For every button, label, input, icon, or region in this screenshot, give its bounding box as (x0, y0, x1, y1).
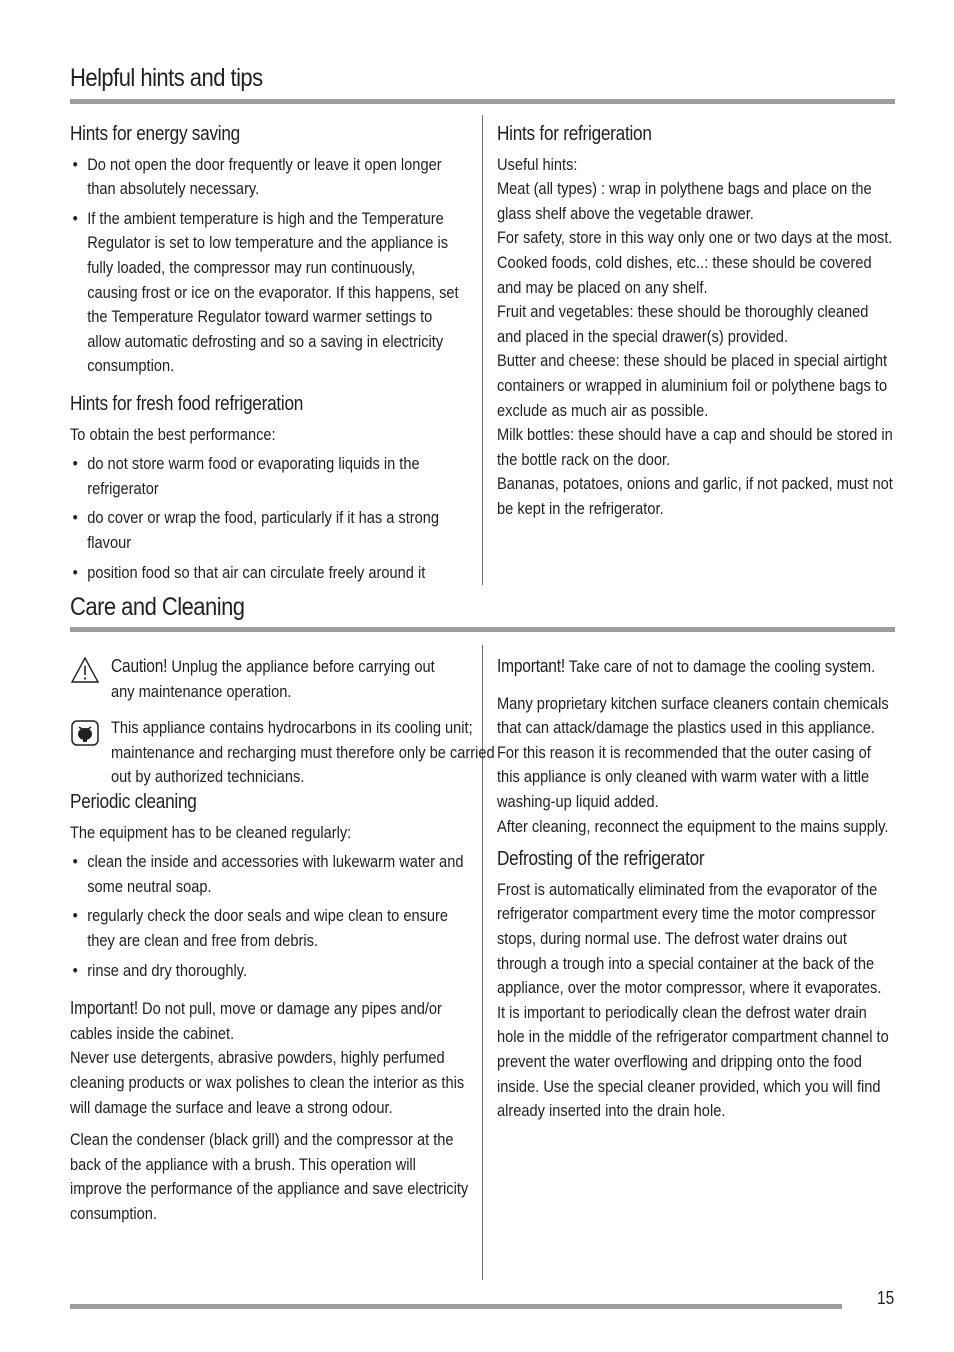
section-title-hints: Helpful hints and tips (70, 64, 263, 92)
condenser-text: Clean the condenser (black grill) and the compressor at the back of the appliance with a brush. This operation will improve the performance of the appliance and save electricity consumption. (70, 1130, 469, 1223)
energy-saving-list (70, 153, 469, 379)
hydrocarbons-text: This appliance contains hydrocarbons in its cooling unit; maintenance and recharging must therefore only be carried out by authorized technicians. (111, 718, 495, 787)
refrigeration-line: Fruit and vegetables: these should be thoroughly cleaned and placed in the special drawer(s) provided. (497, 302, 869, 346)
periodic-intro: The equipment has to be cleaned regularly: (70, 822, 352, 842)
hydrocarbons-note (70, 716, 495, 790)
important-text: Take care of not to damage the cooling system. (564, 657, 876, 676)
list-item: • Do not open the door frequently or leave it open longer than absolutely necessary. (70, 153, 469, 202)
refrigeration-column (497, 122, 895, 522)
periodic-list (70, 850, 469, 983)
fresh-food-list (70, 452, 469, 585)
refrigeration-line: Cooked foods, cold dishes, etc..: these should be covered and may be placed on any shelf. (497, 252, 872, 297)
important-label: Important! (70, 998, 138, 1019)
footer-rule (70, 1304, 842, 1309)
list-item: • do not store warm food or evaporating liquids in the refrigerator (70, 452, 469, 501)
refrigeration-line: For safety, store in this way only one or two days at the most. (497, 228, 893, 248)
section-title-care: Care and Cleaning (70, 593, 245, 621)
environment-icon (71, 720, 99, 746)
cleaners-text: Many proprietary kitchen surface cleaners contain chemicals that can attack/damage the plastics used in this appliance. For this reason it is recommended that the outer casing of this appliance is only cleaned with warm water with a little washing-up liquid added. (497, 693, 889, 811)
refrigeration-line: Bananas, potatoes, onions and garlic, if not packed, must not be kept in the refrigerator. (497, 474, 893, 518)
list-item: • If the ambient temperature is high and the Temperature Regulator is set to low temperature and the appliance is fully loaded, the compressor may run continuously, causing frost or ice on the evaporator. If this happens, set the Temperature Regulator toward warmer settings to allow automatic defrosting and so a saving in electricity consumption. (70, 207, 469, 379)
care-right-column (497, 654, 895, 1124)
list-item: • rinse and dry thoroughly. (70, 959, 469, 984)
refrigeration-line: Useful hints: (497, 154, 578, 174)
refrigeration-line: Butter and cheese: these should be placed in special airtight containers or wrapped in aluminium foil or polythene bags to exclude as much air as possible. (497, 351, 888, 420)
energy-fresh-column (70, 122, 470, 590)
energy-saving-heading: Hints for energy saving (70, 123, 240, 145)
important-note-2 (497, 654, 894, 680)
list-item: • regularly check the door seals and wipe clean to ensure they are clean and free from debris. (70, 904, 469, 953)
section-rule-hints (70, 99, 895, 104)
important-note-1 (70, 996, 469, 1046)
defrost-paragraph-2: It is important to periodically clean the defrost water drain hole in the middle of the refrigerator compartment channel to prevent the water overflowing and dripping onto the food inside. Use the special cleaner provided, which you will find already inserted into the drain hole. (497, 1002, 889, 1121)
section-rule-care (70, 627, 895, 632)
caution-note (70, 654, 470, 706)
caution-label: Caution! (111, 656, 168, 676)
fresh-food-heading: Hints for fresh food refrigeration (70, 392, 304, 415)
warning-triangle-icon (70, 656, 100, 684)
refrigeration-heading: Hints for refrigeration (497, 123, 652, 145)
care-left-column (70, 654, 495, 1227)
important-text: Do not pull, move or damage any pipes and/or cables inside the cabinet. (70, 999, 442, 1043)
list-item: • clean the inside and accessories with lukewarm water and some neutral soap. (70, 850, 469, 899)
list-item: • position food so that air can circulate freely around it (70, 561, 469, 586)
refrigeration-line: Milk bottles: these should have a cap and should be stored in the bottle rack on the door. (497, 425, 893, 469)
defrosting-heading: Defrosting of the refrigerator (497, 848, 705, 871)
periodic-cleaning-heading: Periodic cleaning (70, 791, 197, 813)
page-number: 15 (877, 1288, 895, 1308)
hydrocarbons-text-wrap (111, 716, 495, 790)
list-item: • do cover or wrap the food, particularly if it has a strong flavour (70, 506, 469, 555)
defrost-paragraph-1: Frost is automatically eliminated from the evaporator of the refrigerator compartment every time the motor compressor stops, during normal use. The defrost water drains out through a trough into a special container at the back of the appliance, over the motor compressor, where it evaporates. (497, 879, 882, 998)
fresh-food-intro: To obtain the best performance: (70, 424, 276, 444)
column-divider-1 (482, 115, 483, 585)
caution-text: Unplug the appliance before carrying out any maintenance operation. (111, 657, 435, 701)
important-label: Important! (497, 656, 565, 676)
after-cleaning-text: After cleaning, reconnect the equipment to the mains supply. (497, 816, 889, 836)
never-use-text: Never use detergents, abrasive powders, highly perfumed cleaning products or wax polishes to clean the interior as this will damage the surface and leave a strong odour. (70, 1048, 465, 1117)
refrigeration-line: Meat (all types) : wrap in polythene bags and place on the glass shelf above the vegetable drawer. (497, 179, 872, 223)
